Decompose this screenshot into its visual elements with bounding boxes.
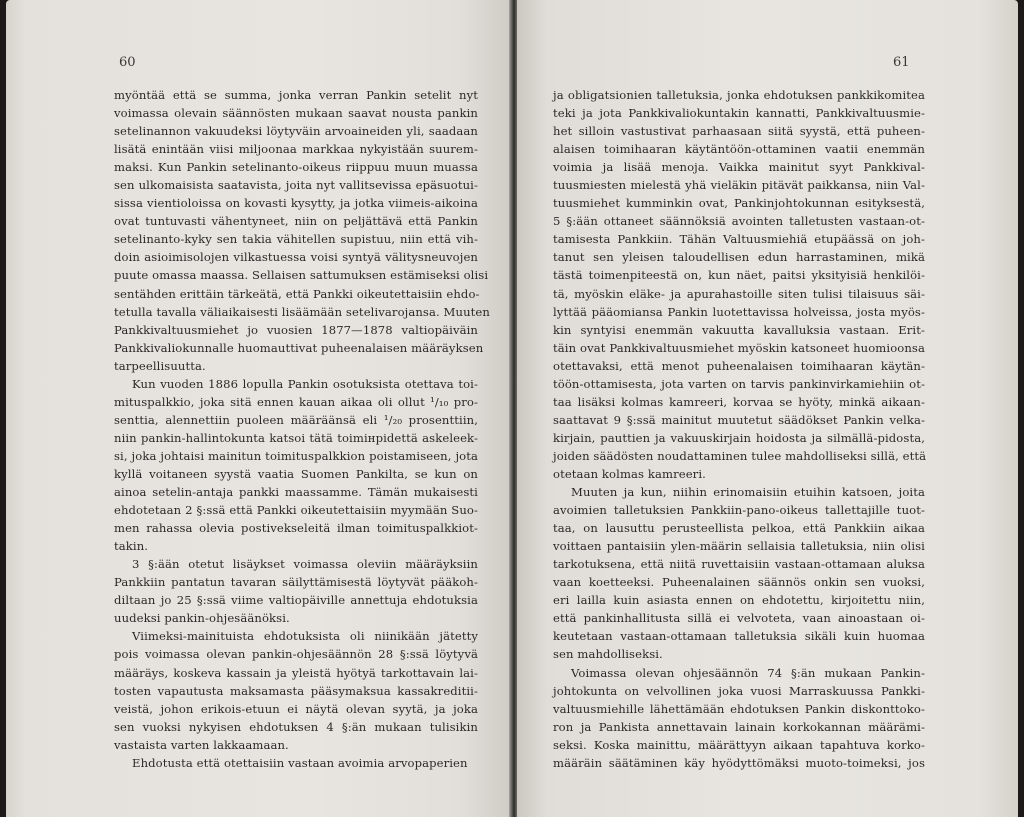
text-line: voittaen pantaisiin ylen-määrin sellaisia talletuksia, niin olisi	[553, 539, 925, 554]
text-line: ehdotetaan 2 §:ssä että Pankki oikeutettaisiin myymään Suo-	[114, 503, 478, 518]
text-line: määräin säätäminen käy hyödyttömäksi muoto-toimeksi, jos	[553, 755, 925, 770]
text-line: doin asioimisolojen vilkastuessa voisi syntyä välitysneuvojen	[114, 250, 478, 265]
text-line: senttia, alennettiin puoleen määräänsä eli ¹/₂₀ prosenttiin,	[114, 412, 478, 427]
text-line: täin ovat Pankkivaltuusmiehet myöskin katsoneet huomioonsa	[553, 340, 925, 355]
text-line: tarkotuksena, että niitä ruvettaisiin vastaan-ottamaan aluksa	[553, 557, 925, 572]
text-line: niin pankin-hallintokunta katsoi tätä toimінpidettä askeleek-	[114, 430, 478, 445]
text-line: pois voimassa olevan pankin-ohjesäännön 28 §:ssä löytyvä	[114, 647, 478, 662]
text-line: sen mahdolliseksi.	[553, 647, 663, 662]
text-line: keutetaan vastaan-ottamaan talletuksia sikäli kuin huomaa	[553, 629, 925, 644]
text-line: het silloin vastustivat parhaasaan siitä syystä, että puheen-	[553, 124, 925, 139]
text-line: Pankkiin pantatun tavaran säilyttämisestä löytyvät pääkoh-	[114, 575, 478, 590]
text-line: kyllä voitaneen syystä vaatia Suomen Pankilta, se kun on	[114, 466, 478, 481]
text-line: ron ja Pankista annettavain lainain korkokannan määrämi-	[553, 719, 925, 734]
text-line: tarpeellisuutta.	[114, 358, 206, 373]
text-line: si, joka johtaisi mainitun toimituspalkkion poistamiseen, jota	[114, 448, 478, 463]
text-line: tosten vapautusta maksamasta pääsymaksua kassakreditii-	[114, 683, 478, 698]
text-line: otettavaksi, että menot puheenalaisen toimihaaran käytän-	[553, 358, 925, 373]
right-page	[517, 0, 1018, 817]
text-line: takin.	[114, 539, 149, 554]
text-line: töön-ottamisesta, jota varten on tarvis pankinvirkamiehiin ot-	[553, 376, 925, 391]
text-line: kin syntyisi enemmän vakuutta kavalluksia vastaan. Erit-	[553, 322, 925, 337]
page-number-left: 60	[119, 55, 136, 70]
text-line: tetulla tavalla väliaikaisesti lisäämään setelivarojansa. Muuten	[114, 304, 490, 319]
text-line: sentähden erittäin tärkeätä, että Pankki oikeutettaisiin ehdo-	[114, 286, 480, 301]
text-line: lisätä enintään viisi miljoonaa markkaa nykyistään suurem-	[114, 142, 478, 157]
text-line: otetaan kolmas kamreeri.	[553, 466, 706, 481]
text-line: voimassa olevain säännösten mukaan saavat nousta pankin	[114, 106, 478, 121]
text-line: maksi. Kun Pankin setelinanto-oikeus riippuu muun muassa	[114, 160, 478, 175]
text-line: myöntää että se summa, jonka verran Pankin setelit nyt	[114, 88, 478, 102]
text-line: kirjain, pauttien ja vakuuskirjain hoidosta ja silmällä-pidosta,	[553, 430, 925, 445]
text-line: puute omassa maassa. Sellaisen sattumuksen estämiseksi olisi	[114, 268, 489, 283]
left-page	[6, 0, 511, 817]
text-line: taa lisäksi kolmas kamreeri, korvaa se hyöty, minkä aikaan-	[553, 394, 925, 409]
text-line: ovat tuntuvasti vähentyneet, niin on peljättävä että Pankin	[114, 214, 478, 229]
text-line: setelinanto-kyky sen takia vähitellen supistuu, niin että vih-	[114, 232, 478, 247]
text-line: diltaan jo 25 §:ssä viime valtiopäiville annettuja ehdotuksia	[114, 593, 478, 608]
text-line: sissa vientioloissa on kovasti kysytty, ja jotka viimeis-aikoina	[114, 196, 478, 211]
text-line: Muuten ja kun, niihin erinomaisiin etuihin katsoen, joita	[571, 485, 925, 500]
text-line: Viimeksi-mainituista ehdotuksista oli niinikään jätetty	[132, 629, 478, 644]
text-line: Voimassa olevan ohjesäännön 74 §:än mukaan Pankin-	[571, 665, 925, 680]
text-line: uudeksi pankin-ohjesäänöksi.	[114, 611, 290, 626]
text-line: joiden säädösten noudattaminen tulee mahdolliseksi sillä, että	[553, 448, 927, 463]
left-page-text	[114, 86, 490, 772]
text-line: tuusmiesten mielestä yhä vieläkin pitävät paikkansa, niin Val-	[553, 178, 925, 193]
text-line: tästä toimenpiteestä on, kun näet, paitsi yksityisiä henkilöi-	[553, 268, 925, 283]
text-line: johtokunta on velvollinen joka vuosi Marraskuussa Pankki-	[553, 683, 925, 698]
text-line: ja obligatsionien talletuksia, jonka ehdotuksen pankkikomitea	[553, 88, 925, 102]
text-line: lyttää pääomiansa Pankin luotettavissa holveissa, josta myös-	[553, 304, 925, 319]
text-line: men rahassa olevia postivekseleitä ilman toimituspalkkiot-	[114, 521, 478, 536]
text-line: Ehdotusta että otettaisiin vastaan avoimia arvopaperien	[132, 755, 468, 770]
text-line: taa, on lausuttu perusteellista pelkoa, että Pankkiin aikaa	[553, 521, 925, 536]
text-line: seksi. Koska mainittu, määrättyyn aikaan tapahtuva korko-	[553, 737, 925, 752]
text-line: tanut sen yleisen taloudellisen edun harrastaminen, mikä	[553, 250, 925, 265]
text-line: alaisen toimihaaran käytäntöön-ottaminen vaatii enemmän	[553, 142, 925, 157]
text-line: Pankkivaliokunnalle huomauttivat puheenalaisen määräyksen	[114, 340, 484, 355]
page-number-right: 61	[893, 55, 910, 70]
text-line: 5 §:ään ottaneet säännöksiä avointen talletusten vastaan-ot-	[553, 214, 925, 229]
text-line: Pankkivaltuusmiehet jo vuosien 1877—1878 valtiopäiväin	[114, 322, 478, 337]
text-line: teki ja jota Pankkivaliokuntakin kannatti, Pankkivaltuusmie-	[553, 106, 925, 121]
text-line: sen ulkomaisista saatavista, joita nyt vallitsevissa epäsuotui-	[114, 178, 478, 193]
text-line: voimia ja lisää menoja. Vaikka mainitut syyt Pankkival-	[553, 160, 925, 175]
text-line: sen vuoksi nykyisen ehdotuksen 4 §:än mukaan tulisikin	[114, 719, 478, 734]
text-line: Kun vuoden 1886 lopulla Pankin osotuksista otettava toi-	[132, 376, 478, 391]
text-line: ainoa setelin-antaja pankki maassamme. Tämän mukaisesti	[114, 485, 478, 500]
text-line: tamisesta Pankkiin. Tähän Valtuusmiehiä etupäässä on joh-	[553, 232, 925, 247]
text-line: että pankinhallitusta sillä ei velvoteta, vaan ainoastaan oi-	[553, 611, 925, 626]
text-line: tä, myöskin eläke- ja apurahastoille siten tulisi tilaisuus säi-	[553, 286, 925, 301]
text-line: eri lailla kuin asiasta ennen on ehdotettu, kirjoitettu niin,	[553, 593, 925, 608]
text-line: vastaista varten lakkaamaan.	[114, 737, 289, 752]
text-line: avoimien talletuksien Pankkiin-pano-oikeus tallettajille tuot-	[553, 503, 925, 518]
right-page-text	[553, 86, 925, 772]
text-line: veistä, johon erikois-etuun ei näytä olevan syytä, ja joka	[114, 701, 478, 716]
text-line: setelinannon vakuudeksi löytyväin arvoaineiden yli, saadaan	[114, 124, 478, 139]
text-line: 3 §:ään otetut lisäykset voimassa oleviin määräyksiin	[132, 557, 478, 572]
text-line: tuusmiehet kumminkin ovat, Pankinjohtokunnan esityksestä,	[553, 196, 925, 211]
text-line: valtuusmiehille lähettämään ehdotuksen Pankin diskonttoko-	[553, 701, 925, 716]
text-line: mituspalkkio, joka sitä ennen kauan aikaa oli ollut ¹/₁₀ pro-	[114, 394, 478, 409]
text-line: vaan koetteeksi. Puheenalainen säännös onkin sen vuoksi,	[553, 575, 925, 590]
text-line: saattavat 9 §:ssä mainitut muutetut säädökset Pankin velka-	[553, 412, 925, 427]
text-line: määräys, koskeva kassain ja yleistä hyötyä tarkottavain lai-	[114, 665, 478, 680]
